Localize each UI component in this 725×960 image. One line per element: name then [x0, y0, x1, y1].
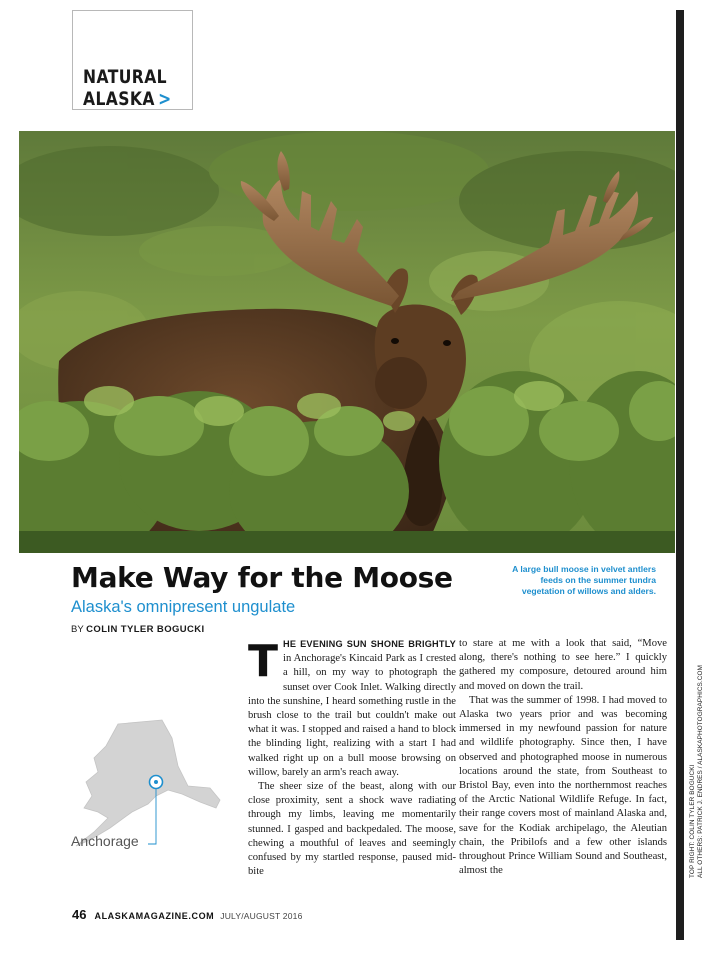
byline-prefix: BY — [71, 624, 84, 635]
article-column-2 — [459, 637, 667, 878]
photo-caption — [488, 564, 656, 597]
section-tag — [72, 10, 193, 110]
article-paragraph: That was the summer of 1998. I had moved to Alaska two years prior and was becoming immersed in my newfound passion for nature and wildlife photography. Since then, I have observed and photographed moose in numerous locations around the state, from Southeast to Bristol Bay, even into the northernmost reaches of the Arctic National Wildlife Refuge. In fact, their range covers most of mainland Alaska and, save for the Kodiak archipelago, the Aleutian chain, the Pribilofs and a few other islands throughout Prince William Sound and Southeast, almost the — [459, 694, 667, 877]
bull-moose-photo — [19, 131, 675, 553]
byline — [71, 624, 205, 635]
credit-line2: ALL OTHERS: PATRICK J. ENDRES / ALASKAPHOTOGRAPHICS.COM — [697, 664, 704, 878]
moose-illustration — [19, 131, 675, 553]
caption-line3: vegetation of willows and alders. — [521, 586, 656, 596]
chevron-right-icon: > — [158, 88, 172, 110]
map-location-label: Anchorage — [71, 833, 139, 849]
article-subhead: Alaska's omnipresent ungulate — [71, 598, 296, 616]
section-tag-line1: NATURAL — [83, 66, 168, 88]
credit-line1: TOP RIGHT: COLIN TYLER BOGUCKI — [689, 764, 696, 878]
magazine-site: ALASKAMAGAZINE.COM — [94, 911, 215, 921]
photo-credits — [689, 665, 705, 878]
section-tag-line2 — [83, 89, 172, 109]
drop-cap: T — [248, 636, 279, 687]
caption-line1: A large bull moose in velvet antlers — [512, 564, 656, 574]
section-tag-line2-text: ALASKA — [83, 88, 155, 110]
article-paragraph: to stare at me with a look that said, “Move along, there's nothing to see here.” I quickly gathered my composure, detoured around him and moved on down the trail. — [459, 638, 667, 692]
article-paragraph: The sheer size of the beast, along with our close proximity, sent a shock wave radiating through my limbs, leaving me momentarily stunned. I gasped and backpedaled. The moose, chewing a mouthful of leaves and seemingly confused by my startled response, paused mid-bite — [248, 781, 456, 878]
issue-date: JULY/AUGUST 2016 — [220, 911, 303, 921]
page-number: 46 — [72, 907, 87, 922]
lead-in: HE EVENING SUN SHONE BRIGHTLY — [283, 639, 456, 649]
author-name: COLIN TYLER BOGUCKI — [86, 624, 205, 635]
article-paragraph — [248, 637, 456, 780]
page-footer — [72, 906, 303, 924]
paragraph-text: in Anchorage's Kincaid Park as I crested a hill, on my way to photograph the sunset over Cook Inlet. Walking directly into the sunshine, I heard something rustle in the brush close to the trail but couldn't make out what it was. I stopped and raised a hand to block the blinding light, realizing with a start I had walked right up on a bull moose browsing on willow, barely an arm's reach away. — [248, 653, 456, 778]
article-column-1 — [248, 637, 456, 879]
caption-line2: feeds on the summer tundra — [540, 575, 656, 585]
page-edge-bar — [676, 10, 684, 940]
article-headline: Make Way for the Moose — [71, 561, 453, 594]
